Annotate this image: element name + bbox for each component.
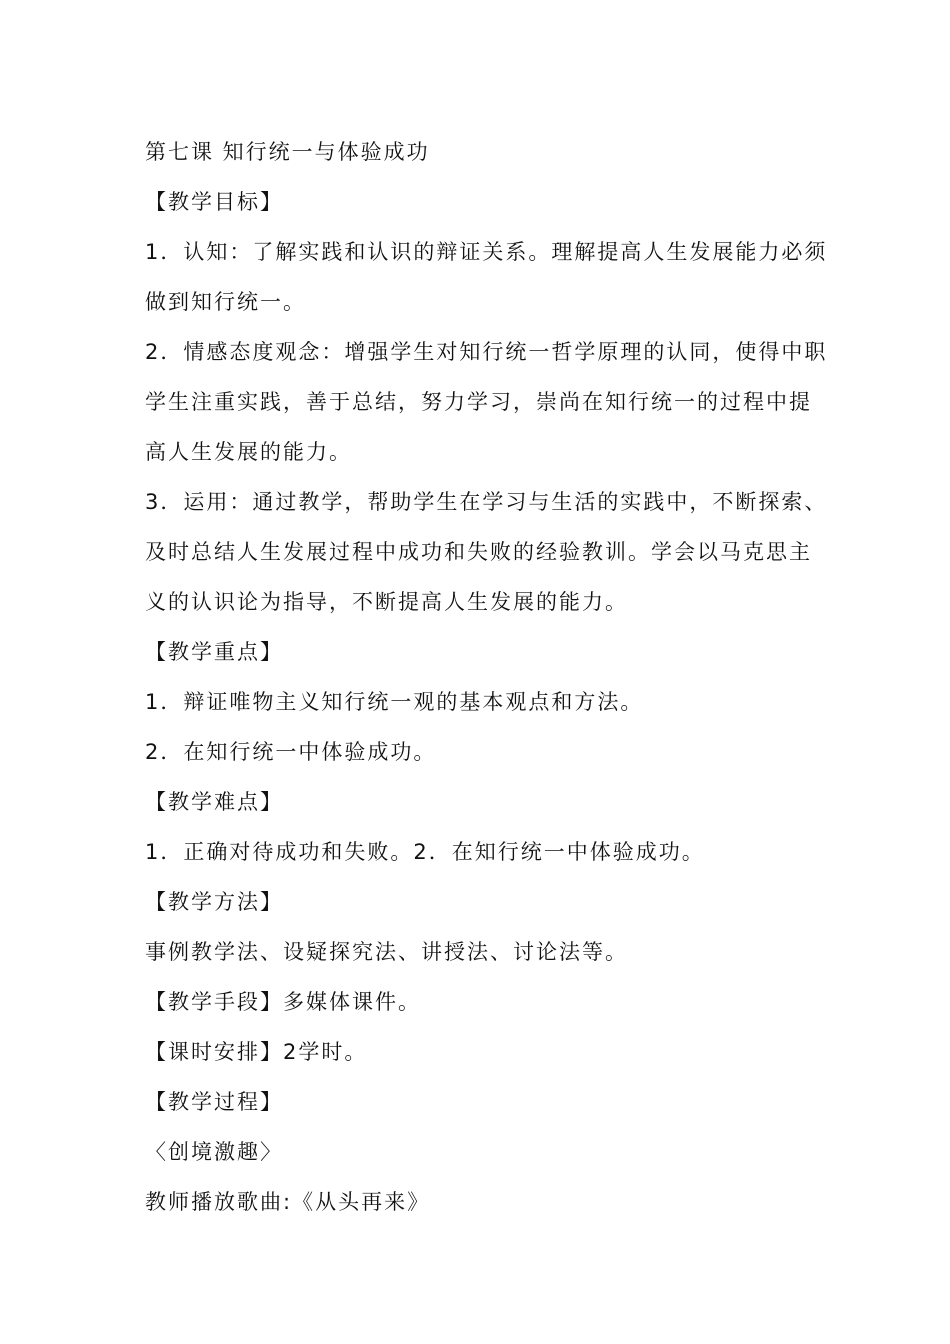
objective-2-line-2: 学生注重实践，善于总结，努力学习，崇尚在知行统一的过程中提: [145, 390, 812, 414]
teaching-methods-text: 事例教学法、设疑探究法、讲授法、讨论法等。: [145, 940, 628, 964]
objective-3-line-2: 及时总结人生发展过程中成功和失败的经验教训。学会以马克思主: [145, 540, 812, 564]
subsection-heading-scenario: 〈创境激趣〉: [145, 1140, 283, 1164]
section-heading-difficulties: 【教学难点】: [145, 790, 283, 814]
difficulty-items: 1．正确对待成功和失败。2．在知行统一中体验成功。: [145, 840, 705, 864]
objective-3-line-1: 3．运用：通过教学，帮助学生在学习与生活的实践中，不断探索、: [145, 490, 828, 514]
teaching-means: 【教学手段】多媒体课件。: [145, 990, 421, 1014]
class-hours: 【课时安排】2学时。: [145, 1040, 368, 1064]
document-body: [145, 127, 828, 1227]
objective-3-line-3: 义的认识论为指导，不断提高人生发展的能力。: [145, 590, 628, 614]
objective-1-line-1: 1．认知：了解实践和认识的辩证关系。理解提高人生发展能力必须: [145, 240, 828, 264]
objective-2-line-3: 高人生发展的能力。: [145, 440, 352, 464]
section-heading-teaching-objectives: 【教学目标】: [145, 190, 283, 214]
objective-1-line-2: 做到知行统一。: [145, 290, 306, 314]
objective-2-line-1: 2．情感态度观念：增强学生对知行统一哲学原理的认同，使得中职: [145, 340, 828, 364]
section-heading-teaching-methods: 【教学方法】: [145, 890, 283, 914]
section-heading-teaching-process: 【教学过程】: [145, 1090, 283, 1114]
key-point-1: 1．辩证唯物主义知行统一观的基本观点和方法。: [145, 690, 644, 714]
teacher-plays-song: 教师播放歌曲:《从头再来》: [145, 1190, 431, 1214]
lesson-title: 第七课 知行统一与体验成功: [145, 140, 430, 164]
key-point-2: 2．在知行统一中体验成功。: [145, 740, 437, 764]
section-heading-key-points: 【教学重点】: [145, 640, 283, 664]
